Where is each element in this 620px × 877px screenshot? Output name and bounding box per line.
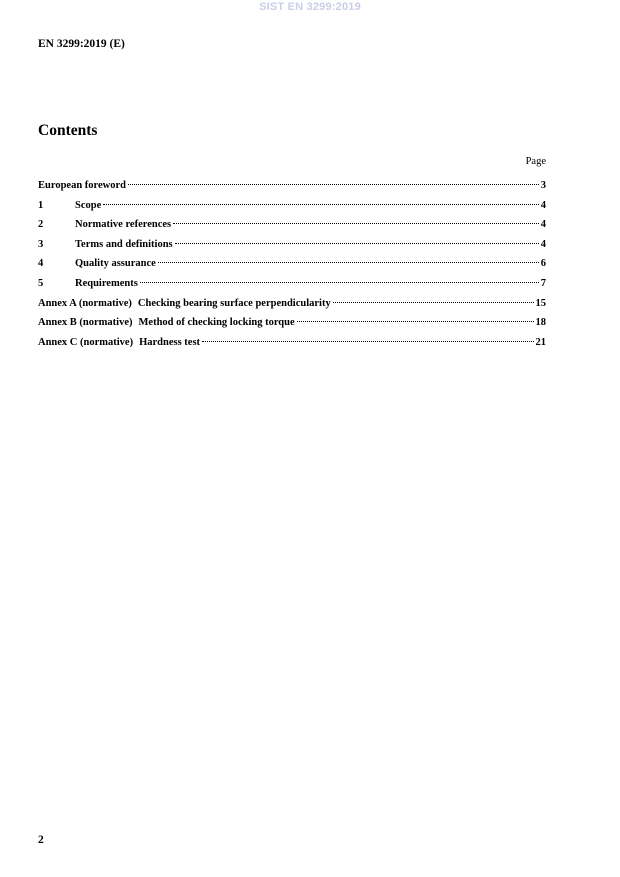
- page-column-label: Page: [525, 156, 546, 167]
- toc-entry-title: Checking bearing surface perpendicularity: [137, 297, 331, 309]
- toc-entry-title: European foreword: [38, 180, 126, 191]
- toc-entry-annex-label: Annex B (normative): [38, 317, 133, 329]
- contents-heading: Contents: [38, 122, 98, 139]
- toc-entry-number: 4: [38, 258, 44, 270]
- toc-entry-title: Quality assurance: [75, 258, 156, 270]
- toc-entry-page: 4: [540, 199, 546, 211]
- toc-leader-dots: [103, 204, 539, 205]
- toc-entry-page: 6: [540, 258, 546, 270]
- toc-entry-number: 2: [38, 219, 44, 231]
- toc-entry-number: 3: [38, 238, 44, 250]
- toc-entry[interactable]: [38, 317, 546, 337]
- toc-entry[interactable]: [38, 200, 546, 220]
- toc-entry-title: Method of checking locking torque: [138, 317, 295, 329]
- toc-leader-dots: [175, 243, 539, 244]
- toc-entry-page: 4: [540, 238, 546, 250]
- document-id-header: EN 3299:2019 (E): [38, 38, 125, 50]
- toc-entry-page: 18: [535, 317, 546, 329]
- toc-entry[interactable]: [38, 219, 546, 239]
- toc-entry-page: 21: [535, 336, 546, 348]
- toc-entry-title: Scope: [75, 199, 102, 211]
- toc-entry-page: 4: [540, 219, 546, 231]
- toc-leader-dots: [128, 184, 539, 185]
- toc-leader-dots: [297, 321, 534, 322]
- toc-leader-dots: [140, 282, 539, 283]
- toc-entry-title: Requirements: [75, 277, 138, 289]
- toc-entry[interactable]: [38, 298, 546, 318]
- table-of-contents: [38, 180, 546, 356]
- toc-entry-number: 1: [38, 199, 44, 211]
- toc-leader-dots: [333, 302, 534, 303]
- toc-leader-dots: [158, 262, 539, 263]
- toc-entry[interactable]: [38, 337, 546, 357]
- toc-entry-number: 5: [38, 277, 44, 289]
- toc-entry[interactable]: [38, 239, 546, 259]
- page-number: 2: [38, 834, 44, 846]
- toc-entry-annex-label: Annex A (normative): [38, 297, 132, 309]
- toc-entry[interactable]: [38, 278, 546, 298]
- toc-entry-page: 7: [540, 277, 546, 289]
- toc-entry-title: Normative references: [75, 219, 172, 231]
- toc-entry-title: Terms and definitions: [75, 238, 173, 250]
- toc-entry-page: 3: [540, 180, 546, 191]
- toc-entry[interactable]: [38, 180, 546, 200]
- toc-entry[interactable]: [38, 258, 546, 278]
- toc-entry-page: 15: [535, 297, 546, 309]
- toc-leader-dots: [202, 341, 533, 342]
- toc-entry-title: Hardness test: [139, 336, 201, 348]
- toc-entry-annex-label: Annex C (normative): [38, 336, 134, 348]
- toc-leader-dots: [173, 223, 539, 224]
- watermark: SIST EN 3299:2019: [259, 1, 361, 13]
